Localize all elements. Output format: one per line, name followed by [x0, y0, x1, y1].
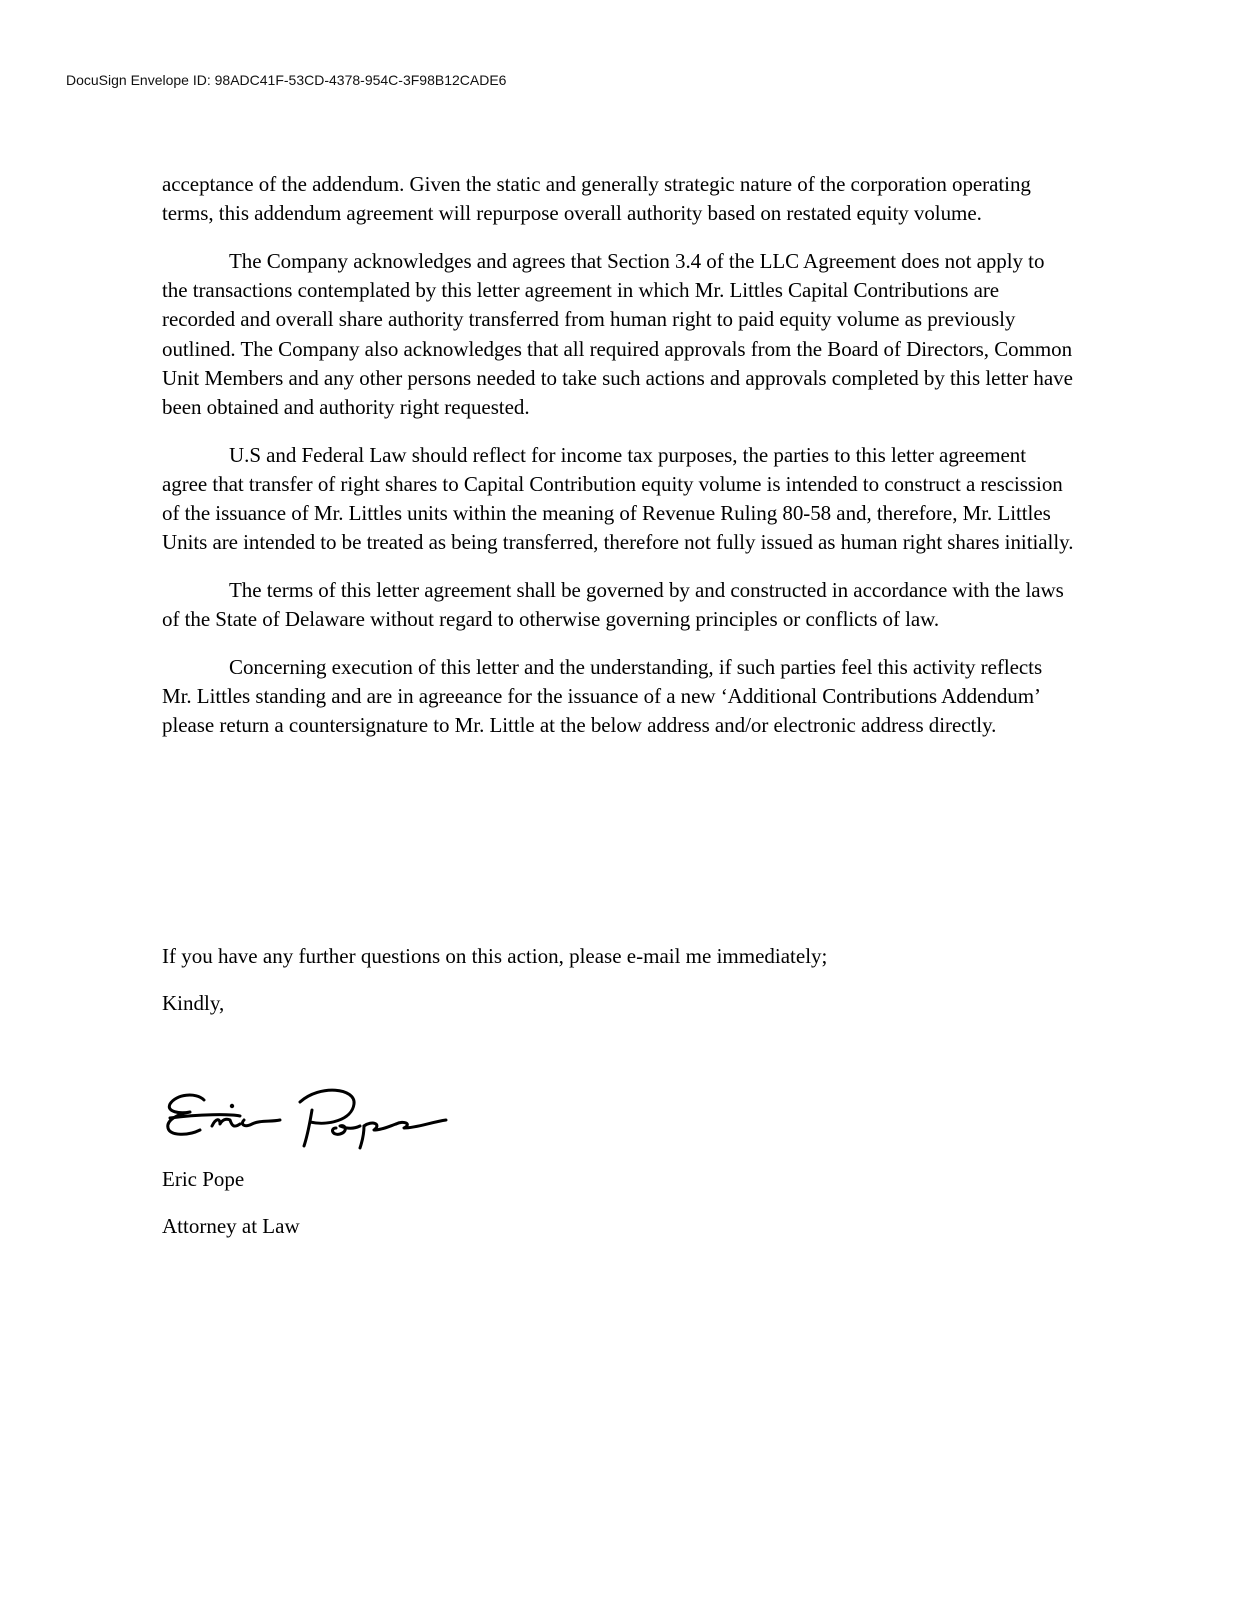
- paragraph-execution: Concerning execution of this letter and the understanding, if such parties feel this activity reflects Mr. Littles standing and are in agreeance for the issuance of a new ‘Additional Contributions Addendum’ please return a countersignature to Mr. Little at the below address and/or electronic address directly.: [162, 654, 1043, 738]
- signatory-name: Eric Pope: [162, 1167, 245, 1191]
- paragraph-governing-law: The terms of this letter agreement shall be governed by and constructed in accordance with the laws of the State of Delaware without regard to otherwise governing principles or conflicts of law.: [162, 577, 1064, 632]
- paragraph-section-3-4: The Company acknowledges and agrees that Section 3.4 of the LLC Agreement does not apply to the transactions contemplated by this letter agreement in which Mr. Littles Capital Contributions are recorded and overall share authority transferred from human right to paid equity volume as previously outlined. The Company also acknowledges that all required approvals from the Board of Directors, Common Unit Members and any other persons needed to take such actions and approvals completed by this letter have been obtained and authority right requested.: [162, 248, 1073, 419]
- closing-salutation: Kindly,: [162, 991, 225, 1015]
- letter-body: [162, 170, 1074, 759]
- docusign-envelope-id: DocuSign Envelope ID: 98ADC41F-53CD-4378-954C-3F98B12CADE6: [66, 72, 507, 88]
- paragraph-tax-purposes: U.S and Federal Law should reflect for income tax purposes, the parties to this letter agreement agree that transfer of right shares to Capital Contribution equity volume is intended to construct a rescission of the issuance of Mr. Littles units within the meaning of Revenue Ruling 80-58 and, therefore, Mr. Littles Units are intended to be treated as being transferred, therefore not fully issued as human right shares initially.: [162, 442, 1074, 555]
- paragraph-continuation: acceptance of the addendum. Given the static and generally strategic nature of the corporation operating terms, this addendum agreement will repurpose overall authority based on restated equity volume.: [162, 172, 1031, 226]
- signatory-title: Attorney at Law: [162, 1214, 300, 1238]
- handwritten-signature: [160, 1080, 460, 1150]
- closing-question: If you have any further questions on this action, please e-mail me immediately;: [162, 944, 828, 968]
